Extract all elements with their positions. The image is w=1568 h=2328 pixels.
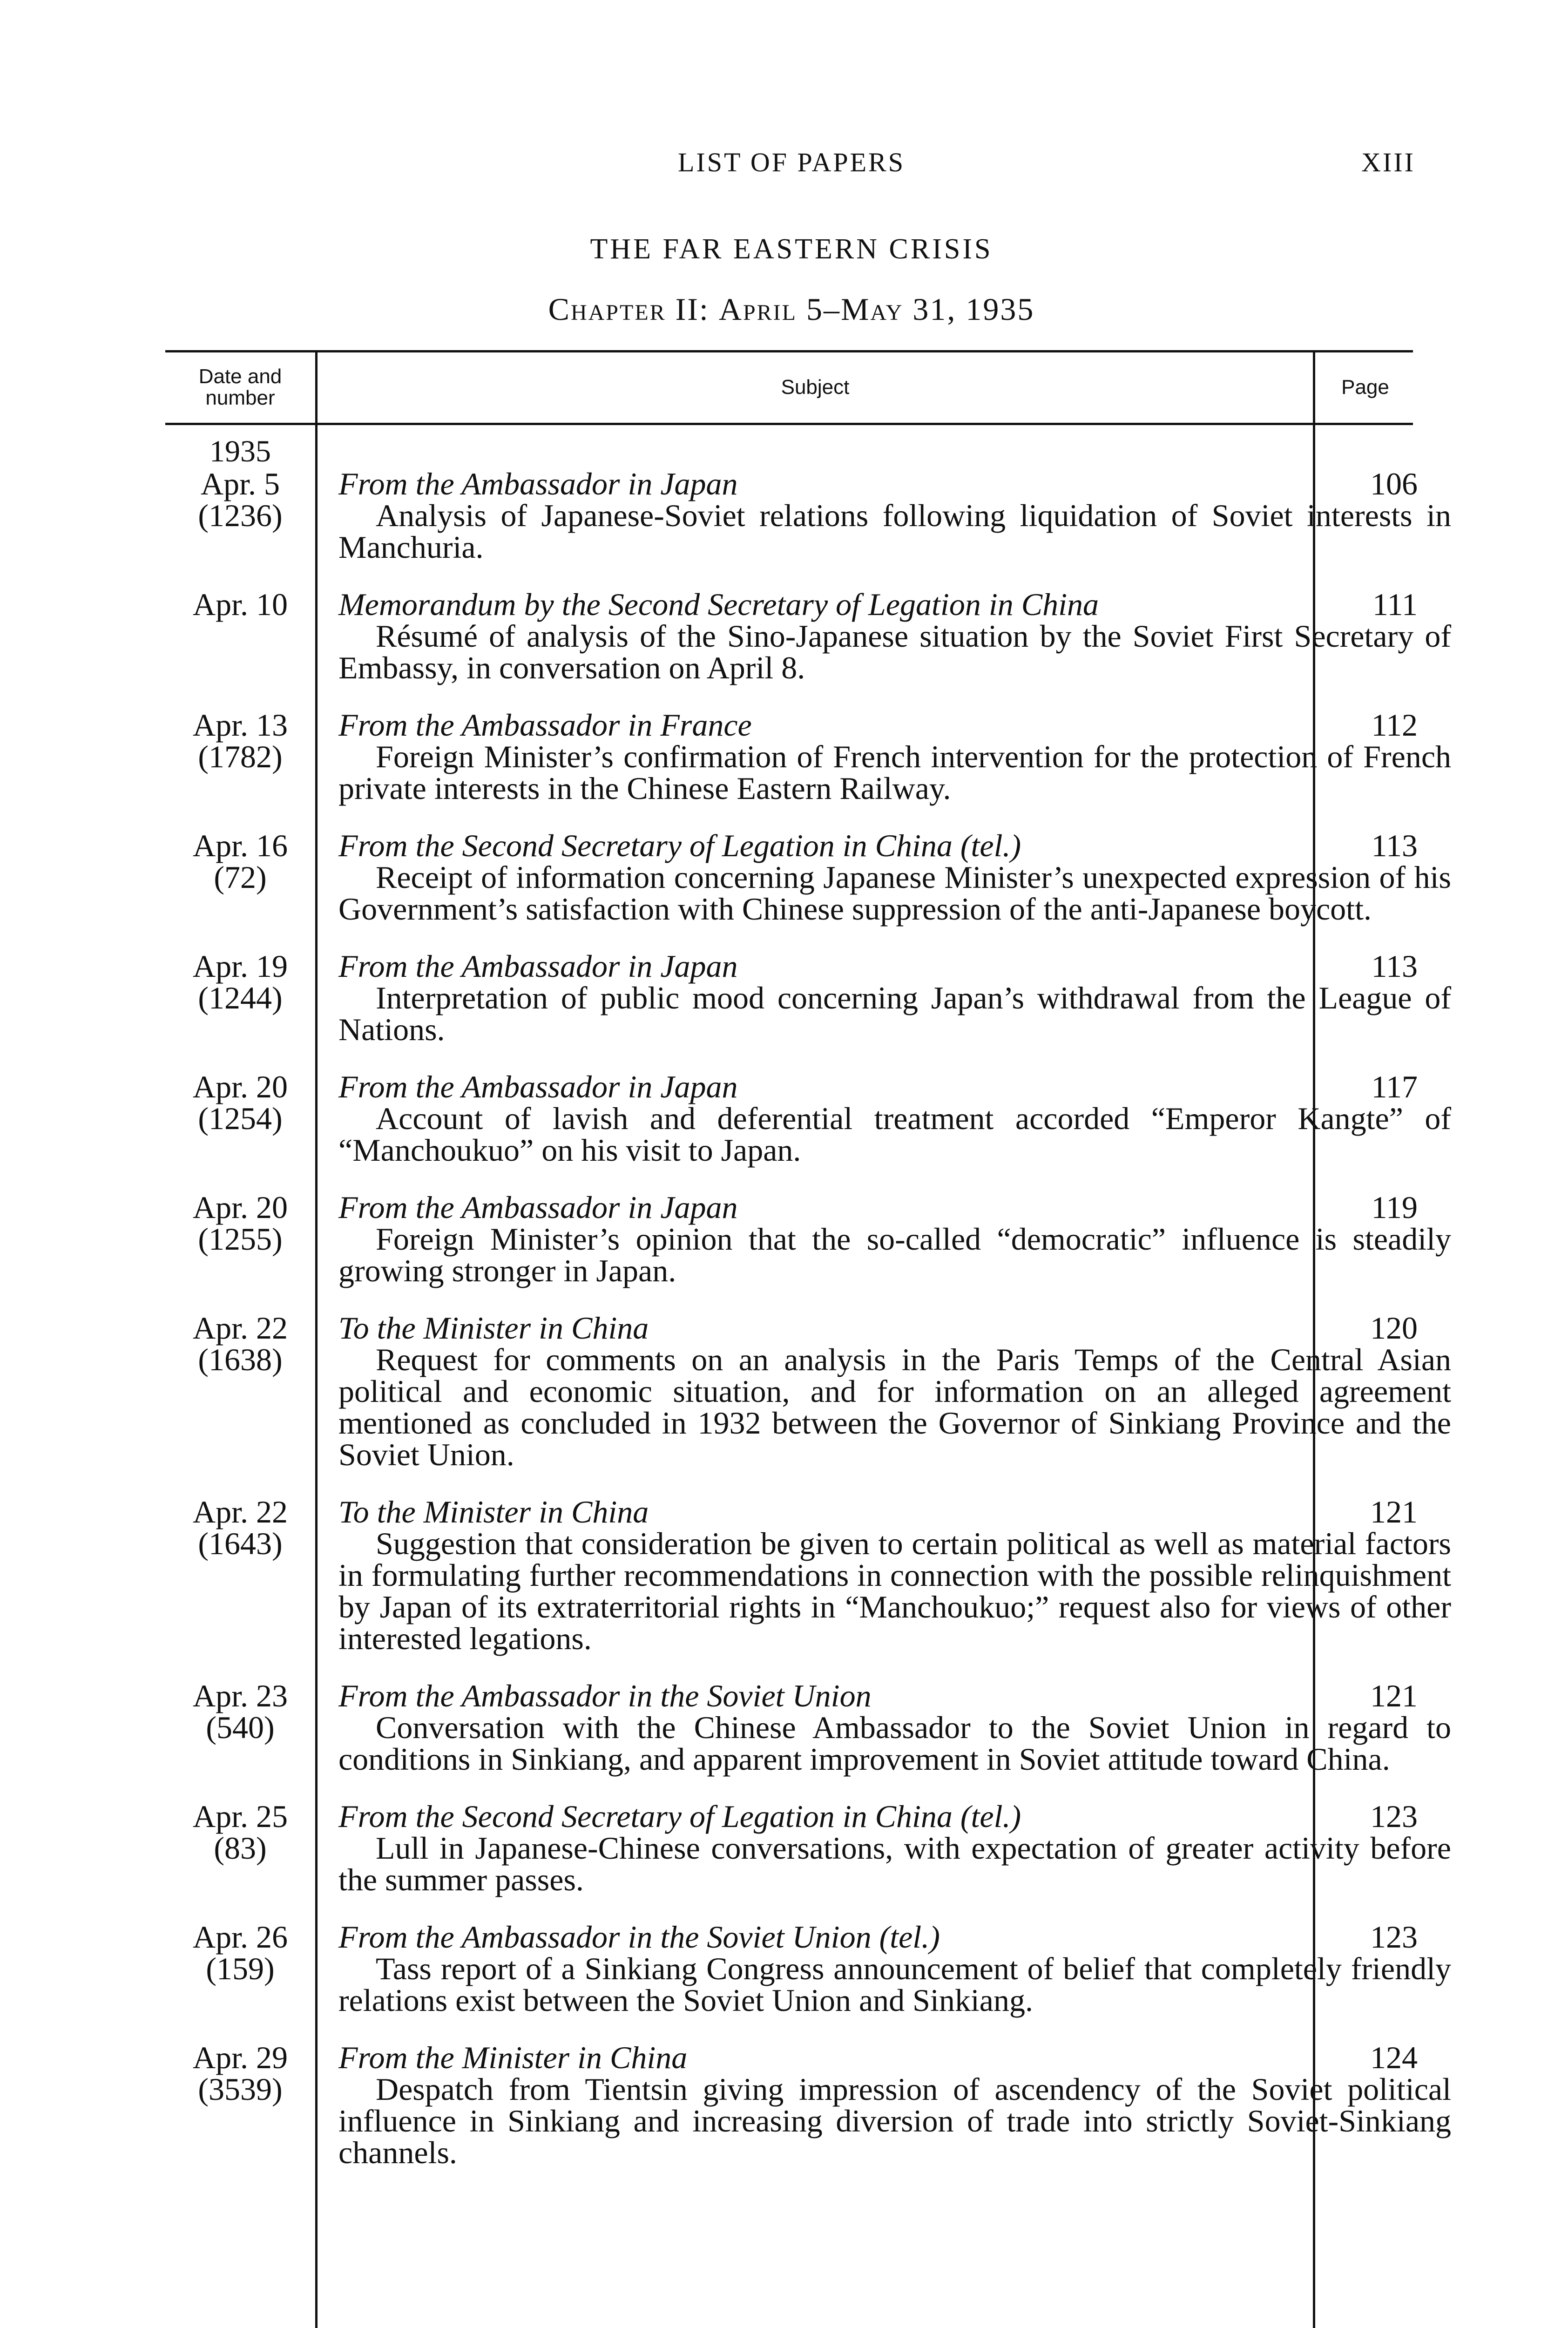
entry-summary: Receipt of information concerning Japanese Minister’s unexpected expression of his Government’s satisfaction with Chinese suppression of the anti-Japanese boycott. [338,859,1451,927]
entry-source: Memorandum by the Second Secretary of Legation in China [338,587,1099,622]
entry-number: (83) [214,1830,267,1866]
chapter-label: Chapter II: [548,291,710,327]
entry-subject [338,1312,1451,1470]
column-header-date: Date and number [198,365,282,409]
entry-number: (1782) [198,739,283,774]
entry-source: From the Second Secretary of Legation in China (tel.) [338,1799,1021,1834]
entry-subject [338,2042,1451,2168]
entry-date-cell [165,830,315,893]
entry-date-cell [165,950,315,1014]
paper-entry [165,707,1451,806]
entry-date: Apr. 20 [193,1069,288,1104]
entry-page: 117 [1371,1069,1418,1104]
entry-summary: Lull in Japanese-Chinese conversations, with expectation of greater activity before the summer passes. [338,1830,1451,1897]
entry-subject [338,1191,1451,1286]
table-header-rule [165,423,1413,425]
entry-date-cell [165,468,315,531]
paper-entry [165,1190,1451,1288]
entry-subject [338,1800,1451,1895]
entry-page: 111 [1372,587,1418,622]
entry-subject [338,1921,1451,2016]
entry-subject [338,468,1451,563]
entry-number: (1254) [198,1101,283,1136]
entry-date: Apr. 23 [193,1678,288,1713]
entry-date: Apr. 22 [193,1310,288,1346]
entry-date: Apr. 19 [193,948,288,984]
entry-source: From the Ambassador in Japan [338,1069,738,1104]
entry-number: (3539) [198,2071,283,2107]
entry-source: From the Minister in China [338,2040,688,2075]
paper-entry [165,1310,1451,1472]
entry-summary: Analysis of Japanese-Soviet relations following liquidation of Soviet interests in Manchuria. [338,498,1451,565]
entry-summary: Foreign Minister’s confirmation of French intervention for the protection of French private interests in the Chinese Eastern Railway. [338,739,1451,806]
entry-source: From the Ambassador in Japan [338,948,738,984]
entry-page: 113 [1371,948,1418,984]
column-header-page: Page [1341,376,1389,399]
entry-number: (540) [206,1710,275,1745]
entry-number: (1236) [198,498,283,533]
paper-entry [165,1919,1451,2018]
paper-entry [165,1069,1451,1168]
entry-page: 124 [1370,2040,1418,2075]
entry-source: From the Second Secretary of Legation in China (tel.) [338,828,1021,863]
entry-date-cell [165,1496,315,1559]
entry-number: (72) [214,859,267,895]
entry-date: Apr. 29 [193,2040,288,2075]
papers-list [165,466,1451,2194]
entry-number: (1643) [198,1526,283,1561]
entry-date-cell [165,709,315,772]
entry-date: Apr. 20 [193,1190,288,1225]
table-year: 1935 [210,434,271,468]
entry-subject [338,589,1451,684]
paper-entry [165,1799,1451,1897]
chapter-title [168,291,1415,328]
entry-source: From the Ambassador in the Soviet Union (tel.) [338,1919,940,1955]
column-header-subject: Subject [781,376,850,399]
entry-source: From the Ambassador in France [338,707,752,743]
entry-source: From the Ambassador in Japan [338,1190,738,1225]
entry-subject [338,1071,1451,1166]
page-folio: XIII [1361,147,1415,177]
paper-entry [165,2040,1451,2170]
paper-entry [165,828,1451,927]
running-head [168,147,1415,189]
entry-number: (1244) [198,980,283,1015]
entry-date-cell [165,1312,315,1375]
entry-page: 123 [1370,1799,1418,1834]
running-title: LIST OF PAPERS [678,147,905,177]
entry-summary: Interpretation of public mood concerning Japan’s withdrawal from the League of Nations. [338,980,1451,1047]
entry-date-cell [165,1921,315,1984]
chapter-range: April 5–May 31, 1935 [718,291,1035,327]
entry-page: 112 [1371,707,1418,743]
entry-date-cell [165,1800,315,1864]
entry-date-cell [165,2042,315,2105]
entry-page: 119 [1371,1190,1418,1225]
entry-date-cell [165,1071,315,1134]
entry-date-cell [165,1191,315,1255]
entry-summary: Résumé of analysis of the Sino-Japanese situation by the Soviet First Secretary of Embassy, in conversation on April 8. [338,618,1451,685]
entry-subject [338,1680,1451,1775]
entry-summary: Foreign Minister’s opinion that the so-called “democratic” influence is steadily growing stronger in Japan. [338,1221,1451,1288]
entry-date: Apr. 26 [193,1919,288,1955]
entry-source: To the Minister in China [338,1494,649,1529]
entry-number: (1255) [198,1221,283,1257]
entry-number: (159) [206,1951,275,1986]
entry-date: Apr. 10 [193,587,288,622]
entry-summary: Request for comments on an analysis in the Paris Temps of the Central Asian political and economic situation, and for information on an alleged agreement mentioned as concluded in 1932 between the Governor of Sinkiang Province and the Soviet Union. [338,1342,1451,1472]
entry-date: Apr. 16 [193,828,288,863]
entry-subject [338,709,1451,804]
paper-entry [165,466,1451,565]
entry-date-cell [165,1680,315,1743]
paper-entry [165,1678,1451,1777]
entry-subject [338,950,1451,1045]
entry-summary: Despatch from Tientsin giving impression of ascendency of the Soviet political influence in Sinkiang and increasing diversion of trade into strictly Soviet-Sinkiang channels. [338,2071,1451,2170]
section-title: THE FAR EASTERN CRISIS [590,233,993,265]
entry-date: Apr. 22 [193,1494,288,1529]
entry-summary: Tass report of a Sinkiang Congress announcement of belief that completely friendly relations exist between the Soviet Union and Sinkiang. [338,1951,1451,2018]
entry-summary: Conversation with the Chinese Ambassador to the Soviet Union in regard to conditions in Sinkiang, and apparent improvement in Soviet attitude toward China. [338,1710,1451,1777]
entry-date-cell [165,589,315,620]
entry-date: Apr. 25 [193,1799,288,1834]
entry-number: (1638) [198,1342,283,1377]
entry-subject [338,1496,1451,1654]
entry-page: 123 [1370,1919,1418,1955]
paper-entry [165,1494,1451,1656]
entry-page: 121 [1370,1678,1418,1713]
entry-page: 120 [1370,1310,1418,1346]
paper-entry [165,587,1451,685]
entry-source: To the Minister in China [338,1310,649,1346]
entry-subject [338,830,1451,925]
entry-source: From the Ambassador in Japan [338,466,738,501]
entry-date: Apr. 5 [201,466,280,501]
entry-page: 113 [1371,828,1418,863]
entry-source: From the Ambassador in the Soviet Union [338,1678,872,1713]
entry-summary: Suggestion that consideration be given to certain political as well as material factors in formulating further recommendations in connection with the possible relinquishment by Japan of its extraterritorial rights in “Manchoukuo;” request also for views of other interested legations. [338,1526,1451,1656]
paper-entry [165,948,1451,1047]
entry-summary: Account of lavish and deferential treatment accorded “Emperor Kangte” of “Manchoukuo” on his visit to Japan. [338,1101,1451,1168]
entry-date: Apr. 13 [193,707,288,743]
entry-page: 121 [1370,1494,1418,1529]
entry-page: 106 [1370,466,1418,501]
